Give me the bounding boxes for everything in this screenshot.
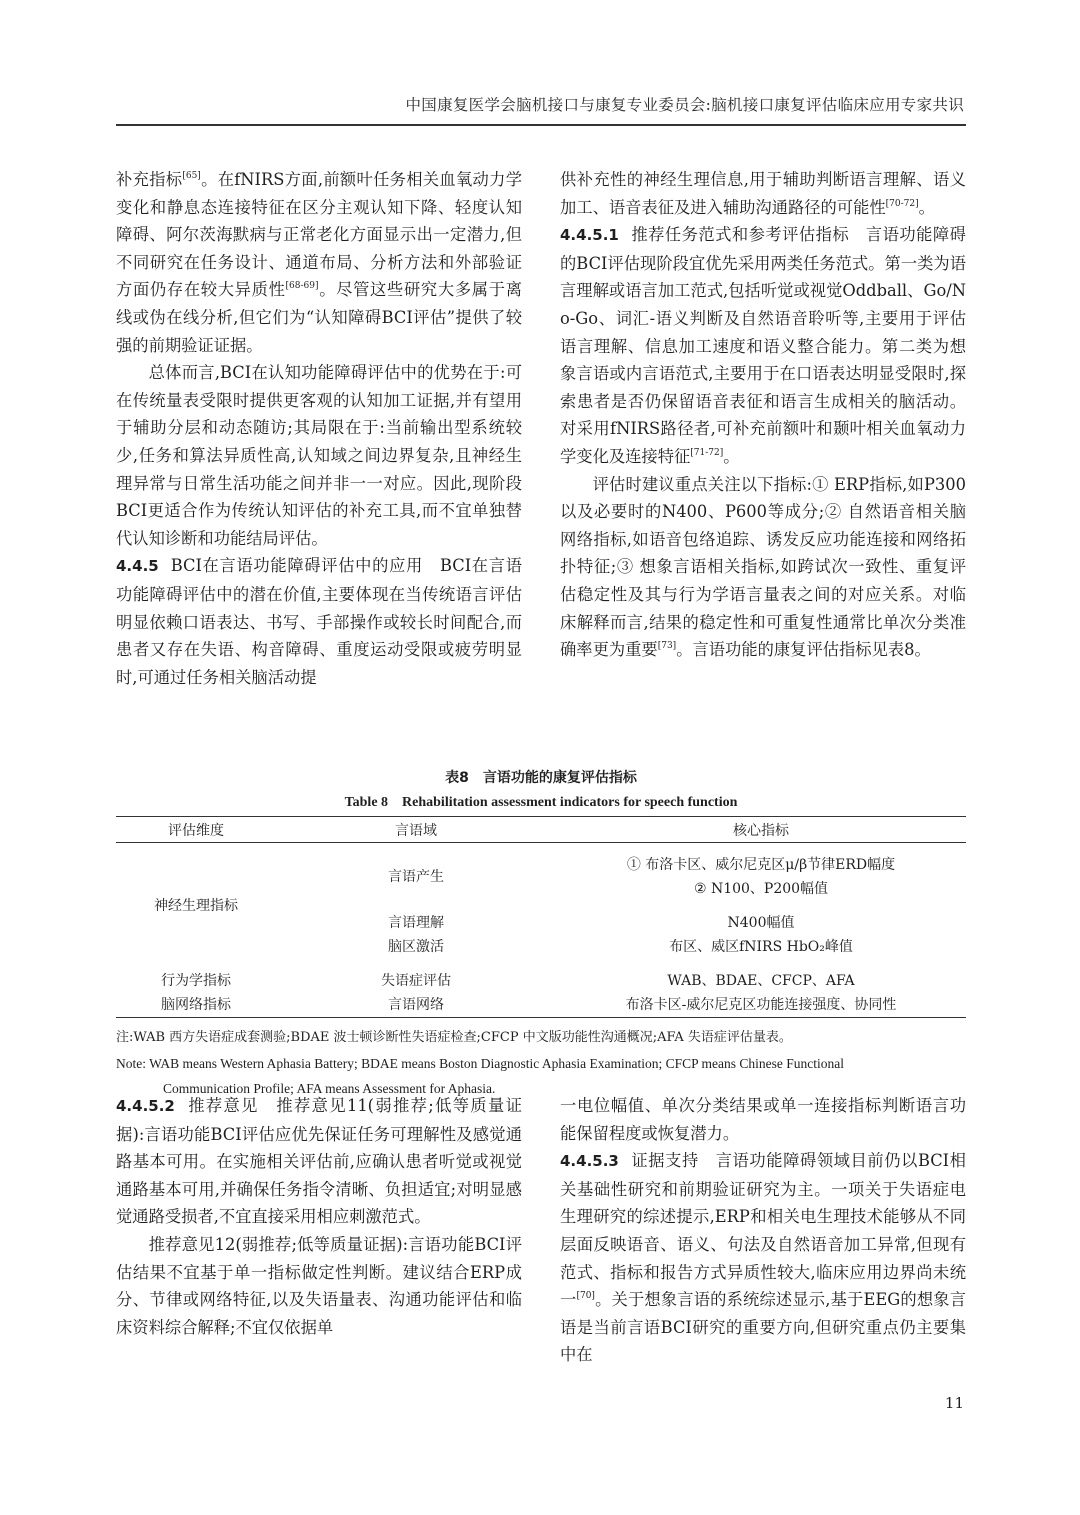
left-column-bottom <box>116 1092 522 1341</box>
section-title: 证据支持 <box>630 1151 699 1171</box>
text-run: 。 <box>918 197 935 217</box>
column-header: 言语域 <box>395 822 437 839</box>
section-number: 4.4.5 <box>116 557 159 576</box>
table-row <box>116 993 966 1018</box>
section-number: 4.4.5.3 <box>560 1152 619 1171</box>
table-cell: 言语产生 <box>388 869 444 885</box>
table-cell: 失语症评估 <box>381 973 451 989</box>
section-paragraph <box>116 552 522 691</box>
text-run: BCI在言语功能障碍评估中的潜在价值,主要体现在当传统语言评估明显依赖口语表达、书写、手部操作或较长时间配合,而患者又存在失语、构音障碍、重度运动受限或疲劳明显时,可通过任务相关脑活动提 <box>116 556 522 687</box>
table-cell: 言语网络 <box>388 997 444 1013</box>
note-line: Communication Profile; AFA means Assessment for Aphasia. <box>163 1081 496 1096</box>
running-head: 中国康复医学会脑机接口与康复专业委员会:脑机接口康复评估临床应用专家共识 <box>405 96 964 114</box>
citation: [70] <box>576 1291 595 1302</box>
section-title: 推荐意见 <box>186 1096 259 1115</box>
table-header-row <box>116 817 966 843</box>
table-cell: 言语理解 <box>388 915 444 931</box>
section-number: 4.4.5.2 <box>116 1097 175 1115</box>
table-cell: 布洛卡区-威尔尼克区功能连接强度、协同性 <box>625 997 897 1013</box>
text-run: 。尽管这些研究大多属于离线或伪在线分析,但它们为“认知障碍BCI评估”提供了较强的前期验证证据。 <box>116 280 522 355</box>
table-cell: WAB、BDAE、CFCP、AFA <box>667 973 855 989</box>
table-cell: 脑网络指标 <box>161 997 231 1013</box>
section-paragraph <box>560 1147 966 1369</box>
table-cell: ① 布洛卡区、威尔尼克区μ/β节律ERD幅度 <box>626 857 896 873</box>
note-line: Note: WAB means Western Aphasia Battery; BDAE means Boston Diagnostic Aphasia Examination; CFCP means Chinese Functional <box>116 1056 844 1071</box>
citation: [65] <box>182 171 201 181</box>
left-column-top <box>116 166 522 691</box>
paragraph <box>560 471 966 664</box>
paragraph <box>116 166 522 359</box>
column-header: 核心指标 <box>733 822 789 839</box>
column-header: 评估维度 <box>168 822 224 839</box>
section-title: 推荐任务范式和参考评估指标 <box>630 225 850 245</box>
section-number: 4.4.5.1 <box>560 226 619 245</box>
text-run: 。言语功能的康复评估指标见表8。 <box>676 640 931 660</box>
table-caption-zh: 表8 言语功能的康复评估指标 <box>445 770 637 786</box>
table-cell: 布区、威区fNIRS HbO₂峰值 <box>669 939 853 955</box>
table-cell: ② N100、P200幅值 <box>693 881 829 897</box>
header-rule <box>116 124 966 126</box>
paragraph: 推荐意见12(弱推荐;低等质量证据):言语功能BCI评估结果不宜基于单一指标做定性判断。建议结合ERP成分、节律或网络特征,以及失语量表、沟通功能评估和临床资料综合解释;不宜仅依据单 <box>116 1234 522 1337</box>
paragraph: 总体而言,BCI在认知功能障碍评估中的优势在于:可在传统量表受限时提供更客观的认知加工证据,并有望用于辅助分层和动态随访;其局限在于:当前输出型系统较少,任务和算法异质性高,认知域之间边界复杂,且神经生理异常与日常生活功能之间并非一一对应。因此,现阶段BCI更适合作为传统认知评估的补充工具,而不宜单独替代认知诊断和功能结局评估。 <box>116 363 522 548</box>
text-run: 。 <box>723 446 740 466</box>
citation: [71-72] <box>690 447 724 458</box>
citation: [70-72] <box>885 198 919 209</box>
text-run: 供补充性的神经生理信息,用于辅助判断语言理解、语义加工、语音表征及进入辅助沟通路径的可能性 <box>560 170 966 217</box>
page-number: 11 <box>944 1394 964 1412</box>
table-row <box>116 853 966 877</box>
right-column-bottom <box>560 1092 966 1369</box>
text-run: 推荐意见11(弱推荐;低等质量证据):言语功能BCI评估应优先保证任务可理解性及感觉通路基本可用。在实施相关评估前,应确认患者听觉或视觉通路基本可用,并确保任务指令清晰、负担适宜;对明显感觉通路受损者,不宜直接采用相应刺激范式。 <box>116 1096 522 1227</box>
paragraph <box>560 166 966 221</box>
indicator-table <box>116 816 966 1018</box>
text-run: 言语功能障碍领域目前仍以BCI相关基础性研究和前期验证研究为主。一项关于失语症电生理研究的综述提示,ERP和相关电生理技术能够从不同层面反映语音、语义、句法及自然语音加工异常,但现有范式、指标和报告方式异质性较大,临床应用边界尚未统一 <box>560 1151 966 1310</box>
table-note-zh: 注:WAB 西方失语症成套测验;BDAE 波士顿诊断性失语症检查;CFCP 中文版功能性沟通概况;AFA 失语症评估量表。 <box>116 1030 792 1045</box>
table-8 <box>116 766 966 1101</box>
text-run: 。在fNIRS方面,前额叶任务相关血氧动力学变化和静息态连接特征在区分主观认知下降、轻度认知障碍、阿尔茨海默病与正常老化方面显示出一定潜力,但不同研究在任务设计、通道布局、分析方法和外部验证方面仍存在较大异质性 <box>116 170 522 300</box>
section-paragraph <box>116 1092 522 1231</box>
table-row <box>116 959 966 993</box>
table-cell: 行为学指标 <box>161 973 231 989</box>
citation: [68-69] <box>285 281 319 292</box>
table-caption-en: Table 8 Rehabilitation assessment indicators for speech function <box>344 795 738 810</box>
table-cell: 脑区激活 <box>388 939 444 955</box>
text-run: 言语功能障碍的BCI评估现阶段宜优先采用两类任务范式。第一类为语言理解或语言加工范式,包括听觉或视觉Oddball、Go/No-Go、词汇-语义判断及自然语音聆听等,主要用于评估语言理解、信息加工速度和语义整合能力。第二类为想象言语或内言语范式,主要用于在口语表达明显受限时,探索患者是否仍保留语音表征和语言生成相关的脑活动。对采用fNIRS路径者,可补充前额叶和颞叶相关血氧动力学变化及连接特征 <box>560 225 966 466</box>
section-paragraph <box>560 221 966 470</box>
table-cell: 神经生理指标 <box>154 898 238 914</box>
section-title: BCI在言语功能障碍评估中的应用 <box>170 556 423 576</box>
text-run: 评估时建议重点关注以下指标:① ERP指标,如P300以及必要时的N400、P600等成分;② 自然语音相关脑网络指标,如语音包络追踪、诱发反应功能连接和网络拓扑特征;③ 想象言语相关指标,如跨试次一致性、重复评估稳定性及其与行为学语言量表之间的对应关系。对临床解释而言,结果的稳定性和可重复性通常比单次分类准确率更为重要 <box>560 474 966 660</box>
paragraph: 一电位幅值、单次分类结果或单一连接指标判断语言功能保留程度或恢复潜力。 <box>560 1096 966 1143</box>
citation: [73] <box>657 641 677 652</box>
table-cell: N400幅值 <box>727 915 795 931</box>
right-column-top <box>560 166 966 664</box>
text-run: 补充指标 <box>116 170 183 189</box>
text-run: 。关于想象言语的系统综述显示,基于EEG的想象言语是当前言语BCI研究的重要方向,但研究重点仍主要集中在 <box>560 1290 966 1365</box>
